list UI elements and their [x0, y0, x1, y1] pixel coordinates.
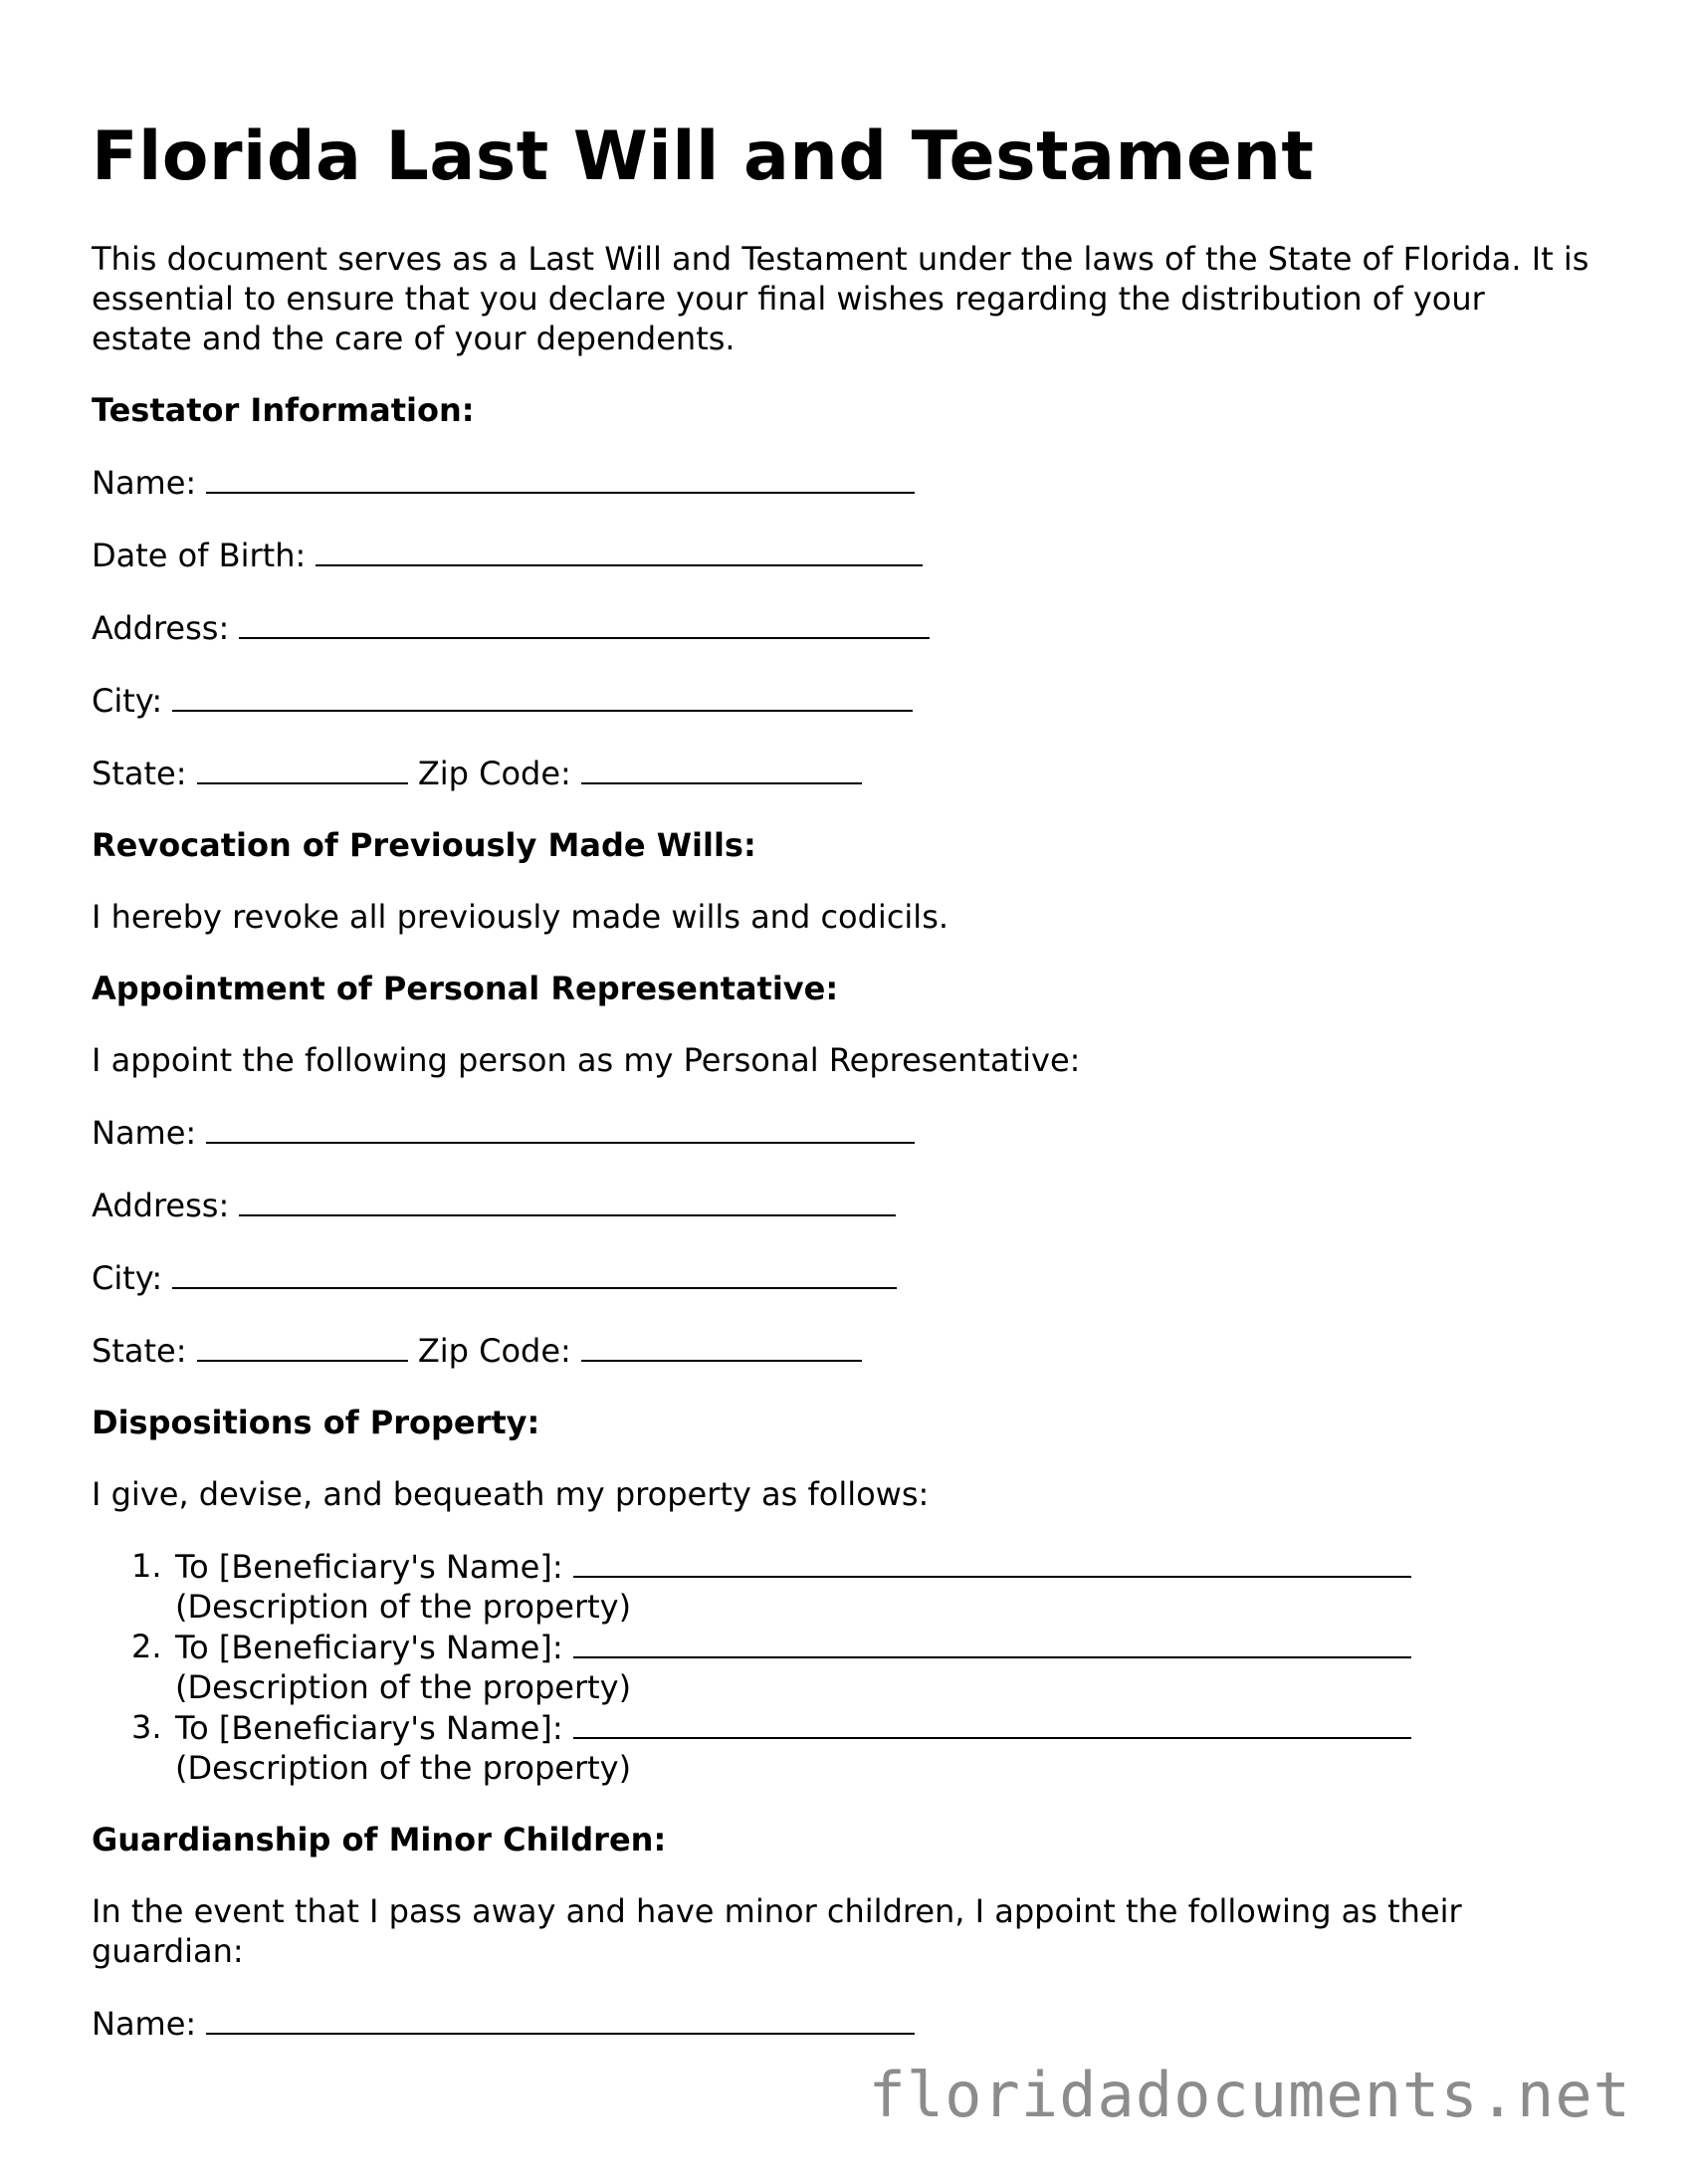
beneficiary-field[interactable] [573, 1627, 1411, 1658]
testator-state-label: State: [92, 755, 187, 792]
property-description: (Description of the property) [175, 1588, 632, 1626]
representative-city-label: City: [92, 1259, 163, 1297]
representative-address-field[interactable] [239, 1185, 896, 1216]
testator-address-label: Address: [92, 609, 230, 647]
representative-zip-field[interactable] [581, 1330, 862, 1362]
testator-zip-label: Zip Code: [417, 755, 571, 792]
testator-city-row [92, 680, 1604, 721]
list-item-number: 1. [131, 1547, 162, 1585]
representative-text: I appoint the following person as my Personal Representative: [92, 1041, 1081, 1079]
list-item [92, 1546, 1604, 1627]
testator-address-row [92, 607, 1604, 648]
testator-dob-row [92, 535, 1604, 575]
beneficiary-label: To [Beneficiary's Name]: [175, 1548, 563, 1586]
testator-dob-field[interactable] [316, 535, 923, 566]
revocation-heading: Revocation of Previously Made Wills: [92, 826, 756, 864]
representative-zip-label: Zip Code: [417, 1332, 571, 1370]
property-description: (Description of the property) [175, 1749, 632, 1787]
testator-state-field[interactable] [197, 753, 408, 784]
representative-name-label: Name: [92, 1114, 197, 1152]
testator-heading: Testator Information: [92, 391, 475, 429]
dispositions-list [92, 1546, 1604, 1788]
guardianship-text: In the event that I pass away and have minor children, I appoint the following as their guardian: [92, 1892, 1462, 1970]
representative-state-zip-row [92, 1330, 1604, 1371]
guardian-name-field[interactable] [206, 2003, 915, 2035]
representative-city-row [92, 1257, 1604, 1298]
representative-heading: Appointment of Personal Representative: [92, 970, 839, 1007]
testator-zip-field[interactable] [581, 753, 862, 784]
testator-address-field[interactable] [239, 607, 930, 639]
testator-city-label: City: [92, 682, 163, 720]
testator-name-field[interactable] [206, 462, 915, 494]
list-item [92, 1627, 1604, 1707]
document-page [92, 109, 1604, 2044]
beneficiary-field[interactable] [573, 1707, 1411, 1739]
revocation-text: I hereby revoke all previously made wills and codicils. [92, 898, 949, 936]
dispositions-text: I give, devise, and bequeath my property as follows: [92, 1475, 930, 1513]
representative-address-label: Address: [92, 1187, 230, 1224]
representative-name-row [92, 1112, 1604, 1153]
testator-name-label: Name: [92, 464, 197, 502]
beneficiary-label: To [Beneficiary's Name]: [175, 1709, 563, 1747]
representative-state-label: State: [92, 1332, 187, 1370]
beneficiary-field[interactable] [573, 1546, 1411, 1578]
watermark: floridadocuments.net [868, 2059, 1631, 2131]
testator-name-row [92, 462, 1604, 503]
list-item-number: 3. [131, 1708, 162, 1746]
beneficiary-label: To [Beneficiary's Name]: [175, 1629, 563, 1666]
testator-dob-label: Date of Birth: [92, 537, 307, 574]
representative-address-row [92, 1185, 1604, 1225]
guardianship-heading: Guardianship of Minor Children: [92, 1821, 667, 1858]
document-title: Florida Last Will and Testament [92, 117, 1315, 196]
testator-state-zip-row [92, 753, 1604, 793]
intro-paragraph: This document serves as a Last Will and Testament under the laws of the State of Florida. It is essential to ensure that you declare your final wishes regarding the distribution of your estate and the care of your dependents. [92, 240, 1589, 357]
testator-city-field[interactable] [172, 680, 913, 712]
guardian-name-label: Name: [92, 2005, 197, 2043]
property-description: (Description of the property) [175, 1668, 632, 1706]
representative-name-field[interactable] [206, 1112, 915, 1144]
representative-city-field[interactable] [172, 1257, 897, 1289]
representative-state-field[interactable] [197, 1330, 408, 1362]
list-item [92, 1707, 1604, 1788]
guardian-name-row [92, 2003, 1604, 2044]
dispositions-heading: Dispositions of Property: [92, 1404, 540, 1441]
list-item-number: 2. [131, 1628, 162, 1665]
